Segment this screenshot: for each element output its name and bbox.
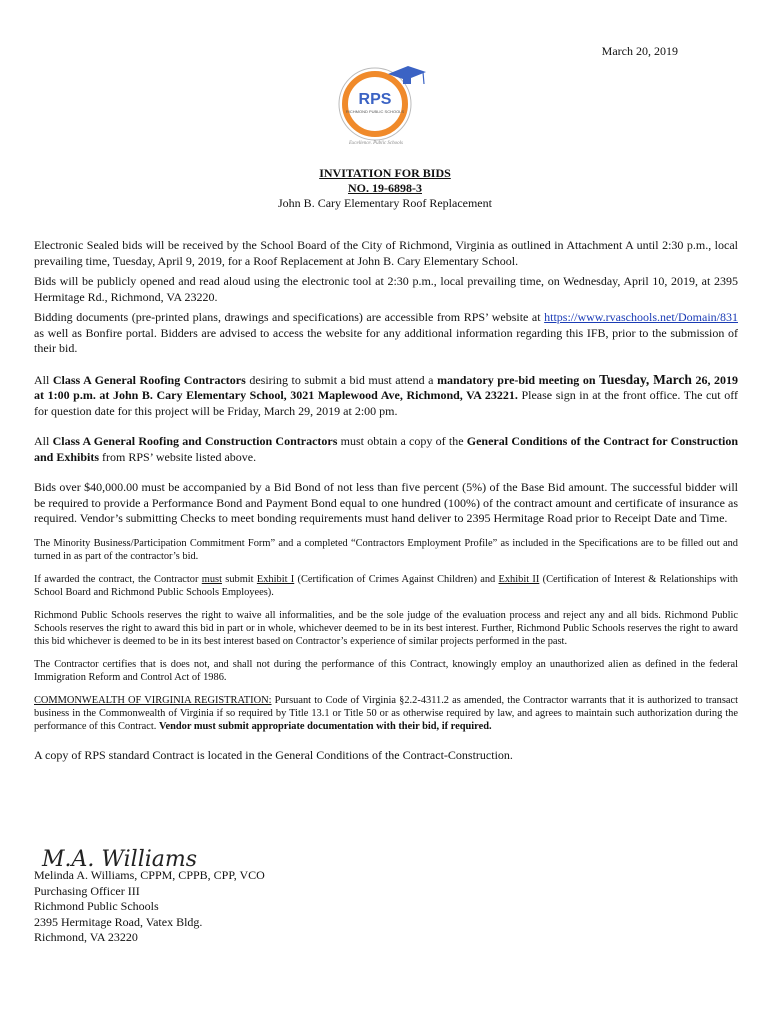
rps-website-link[interactable]: https://www.rvaschools.net/Domain/831 [544, 310, 738, 324]
signer-block [34, 868, 265, 946]
svg-text:M.A. Williams: M.A. Williams [42, 847, 198, 872]
paragraph-bid-opening: Bids will be publicly opened and read aloud using the electronic tool at 2:30 p.m., local prevailing time, on Wednesday, April 10, 2019, at 2395 Hermitage Rd., Richmond, VA 23220. [34, 274, 738, 304]
paragraph-exhibits: If awarded the contract, the Contractor must submit Exhibit I (Certification of Crimes Against Children) and Exhibit II (Certification of Interest & Relationships with School Board and Richmond Public Schools Employees). [34, 573, 739, 598]
paragraph-standard-contract: A copy of RPS standard Contract is located in the General Conditions of the Contract-Construction. [34, 747, 513, 762]
rps-logo [330, 58, 430, 148]
paragraph-bidding-documents: Bidding documents (pre-printed plans, drawings and specifications) are accessible from RPS’ website at https://www.rvaschools.net/Domain/831 as well as Bonfire portal. Bidders are advised to access the website for any additional information regarding this IFB, prior to the submission of their bid. [34, 310, 738, 355]
paragraph-registration: COMMONWEALTH OF VIRGINIA REGISTRATION: Pursuant to Code of Virginia §2.2-4311.2 as amended, the Contractor warrants that it is authorized to transact business in the Commonwealth of Virginia if so required by Title 13.1 or Title 50 or as otherwise required by law, and agrees to maintain such authorization during the performance of this Contract. Vendor must submit appropriate documentation with their bid, if required. [34, 694, 738, 732]
bid-project: John B. Cary Elementary Roof Replacement [278, 196, 492, 210]
signer-org: Richmond Public Schools [34, 899, 159, 913]
signer-name: Melinda A. Williams, CPPM, CPPB, CPP, VCO [34, 868, 265, 882]
paragraph-prebid-meeting: All Class A General Roofing Contractors desiring to submit a bid must attend a mandatory pre-bid meeting on Tuesday, March 26, 2019 at 1:00 p.m. at John B. Cary Elementary School, 3021 Maplewood Ave, Richmond, VA 23221. Please sign in at the front office. The cut off for question date for this project will be Friday, March 29, 2019 at 2:00 pm. [34, 371, 738, 418]
paragraph-general-conditions: All Class A General Roofing and Construction Contractors must obtain a copy of the General Conditions of the Contract for Construction and Exhibits from RPS’ website listed above. [34, 434, 738, 464]
paragraph-bonds: Bids over $40,000.00 must be accompanied by a Bid Bond of not less than five percent (5%) of the Base Bid amount. The successful bidder will be required to provide a Performance Bond and Payment Bond equal to one hundred (100%) of the contract amount and certificate of insurance as required. Vendor’s submitting Checks to meet bonding requirements must hand deliver to 2395 Hermitage Road prior to Receipt Date and Time. [34, 480, 738, 525]
svg-text:Excellence. Public Schools: Excellence. Public Schools [348, 141, 404, 146]
signer-city: Richmond, VA 23220 [34, 930, 138, 944]
paragraph-immigration: The Contractor certifies that is does not, and shall not during the performance of this Contract, knowingly employ an unauthorized alien as defined in the federal Immigration Reform and Control Act of 1986. [34, 658, 738, 683]
svg-text:RICHMOND PUBLIC SCHOOLS: RICHMOND PUBLIC SCHOOLS [345, 109, 405, 114]
paragraph-reserves-right: Richmond Public Schools reserves the right to waive all informalities, and be the sole judge of the evaluation process and reject any and all bids. Richmond Public Schools reserves the right to award this bid in part or in whole, whichever deemed to be in its best interest. Further, Richmond Public Schools reserves the right to award this bid whichever is deemed to be in its best interest based on Contractor’s experience of similar projects performed in the past. [34, 609, 738, 647]
paragraph-minority-form: The Minority Business/Participation Commitment Form” and a completed “Contractors Employment Profile” as included in the Specifications are to be filled out and turned in as part of the contractor’s bid. [34, 537, 738, 562]
bid-heading [0, 166, 770, 211]
letter-date: March 20, 2019 [601, 44, 678, 58]
letter-body [34, 238, 738, 763]
paragraph-sealed-bids: Electronic Sealed bids will be received by the School Board of the City of Richmond, Virginia as outlined in Attachment A until 2:30 p.m., local prevailing time, Tuesday, April 9, 2019, for a Roof Replacement at John B. Cary Elementary School. [34, 238, 738, 268]
signer-address: 2395 Hermitage Road, Vatex Bldg. [34, 914, 203, 929]
bid-number: NO. 19-6898-3 [348, 181, 422, 195]
signer-title: Purchasing Officer III [34, 883, 140, 898]
bid-title: INVITATION FOR BIDS [319, 166, 451, 180]
svg-text:RPS: RPS [358, 91, 392, 108]
